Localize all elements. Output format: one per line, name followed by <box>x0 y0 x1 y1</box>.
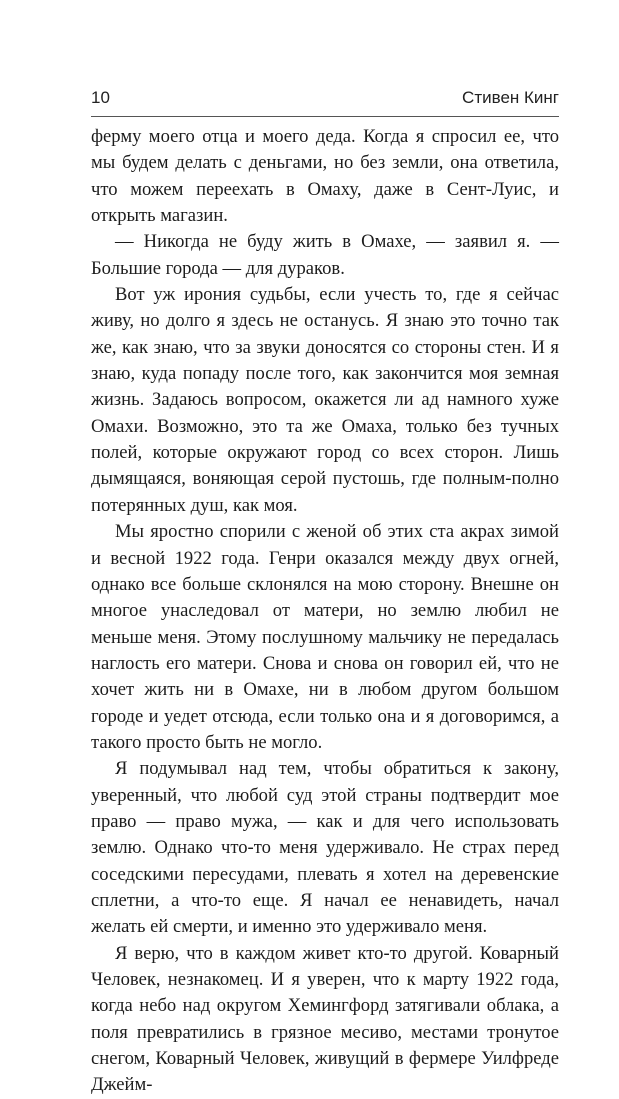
paragraph-continues-next-page: Я верю, что в каждом живет кто-то другой. Коварный Человек, незнакомец. И я уверен, что к марту 1922 года, когда небо над округом Хемингфорд затягивали облака, а поля превратились в грязное месиво, местами тронутое снегом, Коварный Человек, живущий в фермере Уилфреде Джейм- <box>91 942 559 1096</box>
running-header <box>91 88 559 112</box>
paragraph: Я подумывал над тем, чтобы обратиться к закону, уверенный, что любой суд этой страны подтвердит мое право — право мужа, — как и для чего использовать землю. Однако что-то меня удерживало. Не страх перед соседскими пересудами, плевать я хотел на деревенские сплетни, а что-то еще. Я начал ее ненавидеть, начал желать ей смерти, и именно это удерживало меня. <box>91 758 559 938</box>
page-number: 10 <box>91 88 110 107</box>
paragraph-continued: ферму моего отца и моего деда. Когда я спросил ее, что мы будем делать с деньгами, но без земли, она ответила, что можем переехать в Омаху, даже в Сент-Луис, и открыть магазин. <box>91 126 559 227</box>
header-rule <box>91 116 559 117</box>
paragraph: Мы яростно спорили с женой об этих ста акрах зимой и весной 1922 года. Генри оказался между двух огней, однако все больше склонялся на мою сторону. Внешне он многое унаследовал от матери, но землю любил не меньше меня. Этому послушному мальчику не передалась наглость его матери. Снова и снова он говорил ей, что не хочет жить ни в Омахе, ни в любом другом большом городе и уедет отсюда, если только она и я договоримся, а такого просто быть не могло. <box>91 521 559 753</box>
paragraph: Вот уж ирония судьбы, если учесть то, где я сейчас живу, но долго я здесь не останусь. Я знаю это точно так же, как знаю, что за звуки доносятся со стороны стен. И я знаю, куда попаду после того, как закончится моя земная жизнь. Задаюсь вопросом, окажется ли ад намного хуже Омахи. Возможно, это та же Омаха, только без тучных полей, которые окружают город со всех сторон. Лишь дымящаяся, воняющая серой пустошь, где полным-полно потерянных душ, как моя. <box>91 284 559 516</box>
body-text <box>91 124 559 1099</box>
running-head-author: Стивен Кинг <box>462 88 559 107</box>
paragraph-dialogue: — Никогда не буду жить в Омахе, — заявил я. — Большие города — для дураков. <box>91 231 559 279</box>
